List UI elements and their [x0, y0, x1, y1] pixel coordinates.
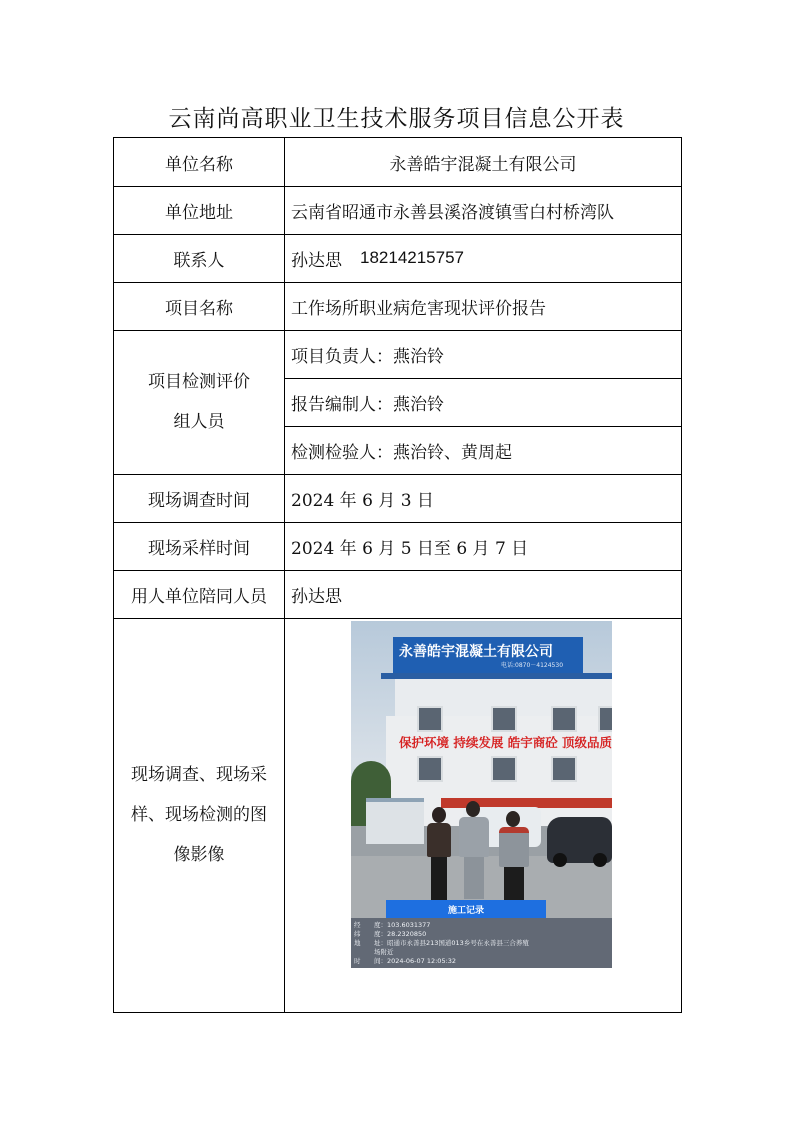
survey-time-value: 2024 年 6 月 3 日 [291, 490, 434, 511]
contact-value [285, 234, 681, 282]
sampling-time-value: 2024 年 6 月 5 日至 6 月 7 日 [291, 538, 529, 559]
photo-record-panel [351, 918, 612, 968]
photo-person-torso [499, 827, 529, 867]
unit-name-value: 永善皓宇混凝土有限公司 [389, 154, 577, 175]
photo-slogan: 保护环境 持续发展 皓宇商砼 顶级品质 [399, 735, 612, 750]
photo-record-value: 址：昭通市永善县213国道013乡号在永善县三合养殖 [374, 939, 529, 947]
images-label-line1: 现场调查、现场采 [131, 765, 267, 785]
team-leader: 项目负责人：燕治铃 [291, 346, 444, 367]
sampling-time-label: 现场采样时间 [148, 538, 250, 559]
document-title: 云南尚高职业卫生技术服务项目信息公开表 [168, 106, 625, 132]
project-name-value: 工作场所职业病危害现状评价报告 [291, 298, 546, 319]
photo-person-head [506, 811, 520, 827]
photo-record-value: 场附近 [374, 948, 394, 956]
photo-window [417, 706, 443, 732]
photo-company-sign: 永善皓宇混凝土有限公司 [393, 637, 583, 673]
photo-person-head [432, 807, 446, 823]
photo-record-line [354, 947, 394, 956]
photo-record-value: 度：28.2320850 [374, 930, 427, 938]
photo-record-line [354, 920, 430, 929]
photo-record-line [354, 956, 456, 965]
unit-address-value: 云南省昭通市永善县溪洛渡镇雪白村桥湾队 [291, 202, 614, 223]
photo-wheel [553, 853, 567, 867]
images-label-line3: 像影像 [173, 845, 225, 865]
photo-record-line [354, 929, 426, 938]
photo-person-torso [427, 823, 451, 857]
photo-record-value: 间：2024-06-07 12:05:32 [374, 957, 457, 965]
images-label [114, 618, 284, 1012]
photo-window [417, 756, 443, 782]
team-label-line2: 组人员 [173, 412, 225, 432]
photo-record-line [354, 938, 529, 947]
contact-phone: 18214215757 [360, 248, 465, 267]
photo-sign-phone: 电话:0870－4124530 [501, 662, 564, 669]
team-inspector: 检测检验人：燕治铃、黄周起 [291, 442, 512, 463]
photo-person-torso [459, 817, 489, 857]
survey-time-label: 现场调查时间 [148, 490, 250, 511]
photo-record-title: 施工记录 [386, 900, 546, 918]
project-name-label: 项目名称 [165, 298, 233, 319]
escort-value: 孙达思 [291, 586, 342, 607]
unit-name-label: 单位名称 [165, 154, 233, 175]
photo-record-key: 纬 [354, 930, 361, 938]
photo-record-value: 度：103.6031377 [374, 921, 431, 929]
escort-label: 用人单位陪同人员 [131, 586, 267, 607]
contact-name: 孙达思 [291, 250, 342, 271]
photo-wheel [593, 853, 607, 867]
photo-window [551, 756, 577, 782]
team-label [114, 330, 284, 474]
team-label-line1: 项目检测评价 [148, 372, 250, 392]
photo-window [491, 756, 517, 782]
images-label-line2: 样、现场检测的图 [131, 805, 267, 825]
photo-person-head [466, 801, 480, 817]
photo-shed [366, 798, 424, 844]
unit-address-label: 单位地址 [165, 202, 233, 223]
photo-window [598, 706, 612, 732]
photo-person-legs [464, 857, 484, 899]
photo-car [547, 817, 612, 863]
site-photo [351, 621, 612, 968]
photo-roofline [381, 673, 612, 679]
photo-person-legs [431, 857, 447, 901]
photo-person-legs [504, 867, 524, 901]
photo-window [491, 706, 517, 732]
photo-window [551, 706, 577, 732]
photo-record-key: 经 [354, 921, 361, 929]
photo-record-key: 时 [354, 957, 361, 965]
team-writer: 报告编制人：燕治铃 [291, 394, 444, 415]
contact-label: 联系人 [173, 250, 225, 271]
photo-record-key: 地 [354, 939, 361, 947]
